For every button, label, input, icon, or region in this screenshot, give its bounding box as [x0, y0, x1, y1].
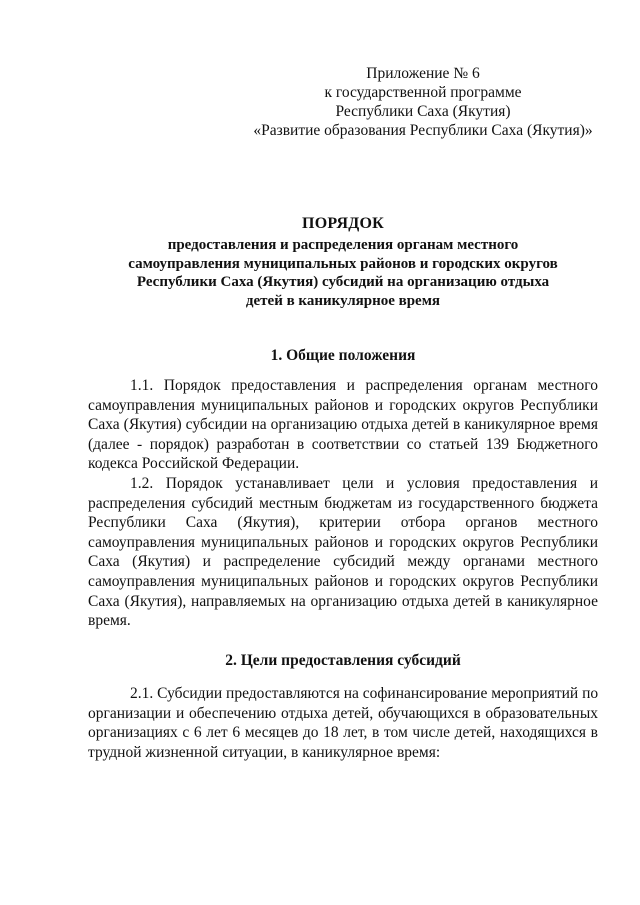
- section-heading-goals: 2. Цели предоставления субсидий: [225, 652, 461, 669]
- appendix-header: [238, 64, 608, 140]
- text-line: самоуправления муниципальных районов и городских округов Республики: [88, 396, 598, 414]
- text-line: Саха (Якутия), направляемых на организацию отдыха детей в каникулярное: [88, 592, 598, 610]
- section-body-goals: [88, 684, 598, 762]
- appendix-line: Приложение № 6: [366, 65, 480, 82]
- text-line: организации и обеспечению отдыха детей, обучающихся в образовательных: [88, 704, 598, 722]
- text-line: трудной жизненной ситуации, в каникулярное время:: [88, 743, 441, 761]
- appendix-line: к государственной программе: [324, 84, 522, 101]
- text-line: кодекса Российской Федерации.: [88, 455, 300, 473]
- document-title-block: [88, 214, 598, 310]
- text-line: (далее - порядок) разработан в соответствии со статьей 139 Бюджетного: [88, 435, 598, 453]
- text-line: самоуправления муниципальных районов и городских округов Республики: [88, 533, 598, 551]
- text-line: 1.1. Порядок предоставления и распределения органам местного: [130, 377, 598, 394]
- subtitle-line: детей в каникулярное время: [245, 292, 441, 309]
- text-line: время.: [88, 612, 131, 630]
- document-title: ПОРЯДОК: [302, 215, 384, 232]
- appendix-line: «Развитие образования Республики Саха (Якутия)»: [253, 122, 593, 139]
- subtitle-line: предоставления и распределения органам местного: [167, 237, 519, 253]
- section-heading-general: 1. Общие положения: [270, 347, 416, 364]
- text-line: Саха (Якутия) и распределение субсидий между органами местного: [88, 553, 598, 571]
- section-body-general: [88, 376, 598, 631]
- text-line: самоуправления муниципальных районов и городских округов Республики: [88, 572, 598, 590]
- document-subtitle: [88, 236, 598, 310]
- subtitle-line: самоуправления муниципальных районов и городских округов: [128, 255, 558, 272]
- subtitle-line: Республики Саха (Якутия) субсидий на организацию отдыха: [136, 274, 550, 290]
- paragraph-1-2: [88, 474, 598, 631]
- text-line: 2.1. Субсидии предоставляются на софинансирование мероприятий по: [130, 685, 599, 702]
- text-line: Республики Саха (Якутия), критерии отбора органов местного: [88, 514, 598, 532]
- paragraph-1-1: [88, 376, 598, 474]
- paragraph-2-1: [88, 684, 598, 762]
- text-line: распределения субсидий местным бюджетам из государственного бюджета: [88, 494, 598, 512]
- text-line: Саха (Якутия) субсидии на организацию отдыха детей в каникулярное время: [88, 416, 598, 434]
- appendix-line: Республики Саха (Якутия): [335, 103, 511, 120]
- text-line: организациях с 6 лет 6 месяцев до 18 лет, в том числе детей, находящихся в: [88, 724, 598, 742]
- text-line: 1.2. Порядок устанавливает цели и условия предоставления и: [130, 474, 598, 492]
